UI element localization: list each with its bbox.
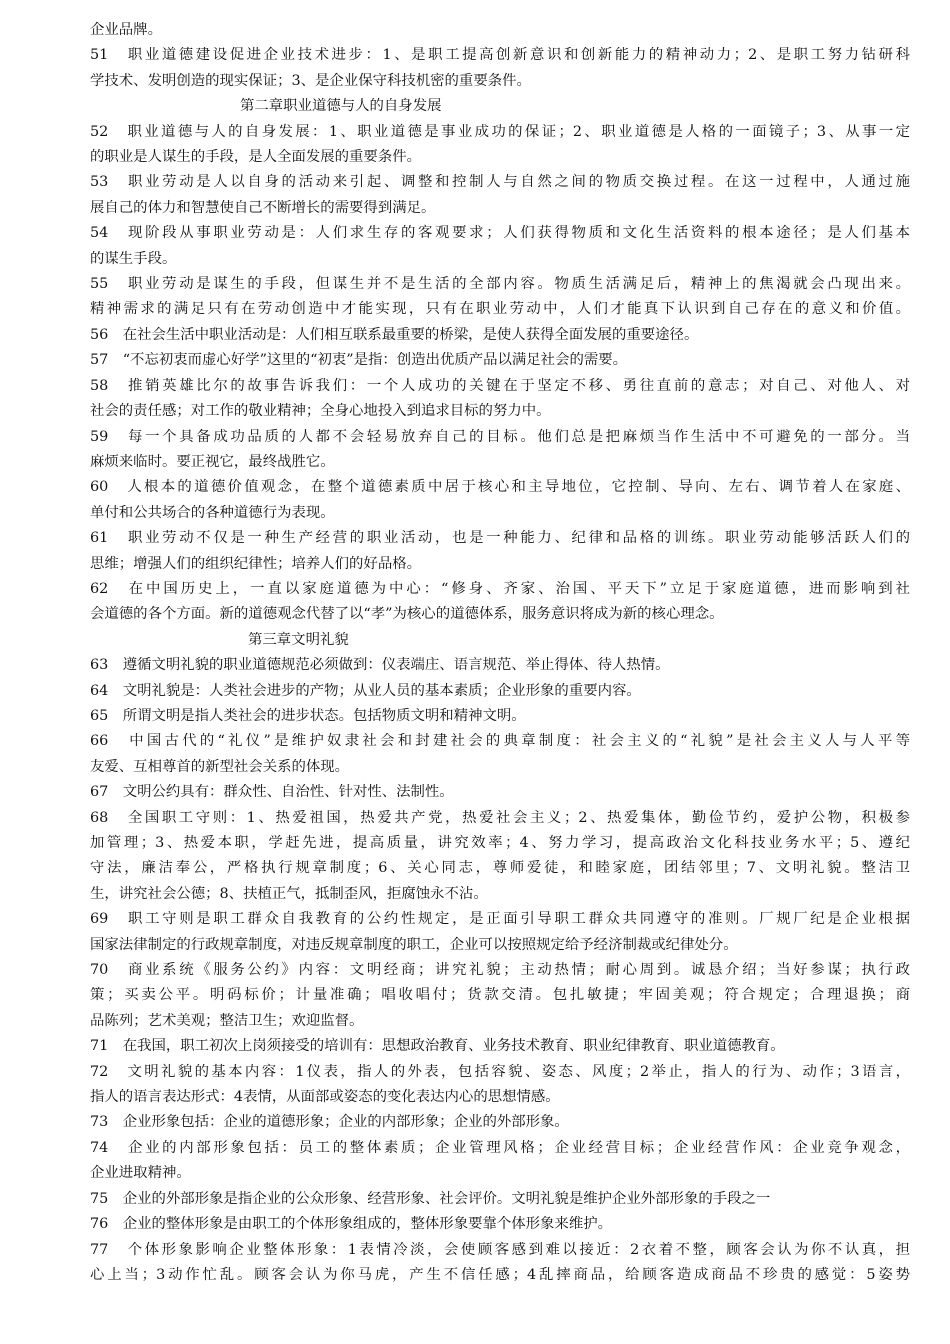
text-line: 67 文明公约具有：群众性、自治性、针对性、法制性。	[90, 784, 454, 801]
text-line: 66 中国古代的“礼仪”是维护奴隶社会和封建社会的典章制度：社会主义的“礼貌”是社会主义人与人平等	[90, 733, 910, 750]
text-line: 71 在我国，职工初次上岗须接受的培训有：思想政治教育、业务技术教育、职业纪律教育、职业道德教育。	[90, 1038, 785, 1055]
text-line: 策；买卖公平。明码标价；计量准确；唱收唱付；货款交清。包扎敏捷；牢固美观；符合规定；合理退换；商	[90, 987, 910, 1004]
text-line: 52 职业道德与人的自身发展：1、职业道德是事业成功的保证；2、职业道德是人格的一面镜子；3、从事一定	[90, 123, 910, 140]
text-line: 精神需求的满足只有在劳动创造中才能实现，只有在职业劳动中，人们才能真下认识到自己存在的意义和价值。	[90, 301, 910, 318]
text-line: 会道德的各个方面。新的道德观念代替了以“孝”为核心的道德体系，服务意识将成为新的核心理念。	[90, 606, 724, 623]
text-line: 生，讲究社会公德；8、扶植正气，抵制歪风，拒腐蚀永不沾。	[90, 885, 488, 902]
text-line: 展自己的体力和智慧使自己不断增长的需要得到满足。	[90, 199, 436, 216]
text-line: 企业品牌。	[90, 22, 162, 38]
text-line: 指人的语言表达形式：4表情，从面部或姿态的变化表达内心的思想情感。	[90, 1089, 560, 1106]
text-line: 57 “不忘初衷而虚心好学”这里的“初衷”是指：创造出优质产品以满足社会的需要。	[90, 352, 628, 369]
chapter-heading: 第二章职业道德与人的自身发展	[240, 98, 442, 115]
text-line: 68 全国职工守则：1、热爱祖国，热爱共产党，热爱社会主义；2、热爱集体，勤俭节约，爱护公物，积极参	[90, 809, 910, 826]
text-line: 思维；增强人们的组织纪律性；培养人们的好品格。	[90, 555, 421, 572]
text-line: 70 商业系统《服务公约》内容：文明经商；讲究礼貌；主动热情；耐心周到。诚恳介绍；当好参谋；执行政	[90, 962, 910, 979]
text-line: 品陈列；艺术美观；整洁卫生；欢迎监督。	[90, 1012, 364, 1029]
text-line: 55 职业劳动是谋生的手段，但谋生并不是生活的全部内容。物质生活满足后，精神上的焦渴就会凸现出来。	[90, 276, 910, 293]
text-line: 麻烦来临时。要正视它，最终战胜它。	[90, 453, 335, 470]
text-line: 的谋生手段。	[90, 250, 177, 267]
text-line: 59 每一个具备成功品质的人都不会轻易放弃自己的目标。他们总是把麻烦当作生活中不可避免的一部分。当	[90, 428, 910, 445]
text-line: 69 职工守则是职工群众自我教育的公约性规定，是正面引导职工群众共同遵守的准则。厂规厂纪是企业根据	[90, 911, 910, 928]
text-line: 62 在中国历史上，一直以家庭道德为中心：“修身、齐家、治国、平天下”立足于家庭道德，进而影响到社	[90, 580, 910, 597]
text-line: 学技术、发明创造的现实保证；3、是企业保守科技机密的重要条件。	[90, 72, 531, 89]
text-line: 54 现阶段从事职业劳动是：人们求生存的客观要求；人们获得物质和文化生活资料的根本途径；是人们基本	[90, 225, 910, 242]
text-line: 56 在社会生活中职业活动是：人们相互联系最重要的桥梁，是使人获得全面发展的重要途径。	[90, 326, 699, 343]
text-line: 74 企业的内部形象包括：员工的整体素质；企业管理风格；企业经营目标；企业经营作风：企业竞争观念，	[90, 1139, 910, 1156]
text-line: 国家法律制定的行政规章制度，对违反规章制度的职工，企业可以按照规定给予经济制裁或纪律处分。	[90, 936, 738, 953]
text-line: 61 职业劳动不仅是一种生产经营的职业活动，也是一种能力、纪律和品格的训练。职业劳动能够活跃人们的	[90, 530, 910, 547]
text-line: 友爱、互相尊首的新型社会关系的体现。	[90, 758, 350, 775]
text-line: 51 职业道德建设促进企业技术进步：1、是职工提高创新意识和创新能力的精神动力；2、是职工努力钻研科	[90, 47, 910, 64]
text-line: 73 企业形象包括：企业的道德形象；企业的内部形象；企业的外部形象。	[90, 1114, 569, 1131]
text-line: 加管理；3、热爱本职，学赶先进，提高质量，讲究效率；4、努力学习，提高政治文化科技业务水平；5、遵纪	[90, 835, 910, 851]
text-line: 53 职业劳动是人以自身的活动来引起、调整和控制人与自然之间的物质交换过程。在这一过程中，人通过施	[90, 174, 910, 191]
text-line: 守法，廉洁奉公，严格执行规章制度；6、关心同志，尊师爱徒，和睦家庭，团结邻里；7、文明礼貌。整洁卫	[90, 860, 910, 877]
text-line: 64 文明礼貌是：人类社会进步的产物；从业人员的基本素质；企业形象的重要内容。	[90, 682, 641, 699]
chapter-heading: 第三章文明礼貌	[248, 631, 349, 648]
text-line: 心上当；3动作忙乱。顾客会认为你马虎，产生不信任感；4乱摔商品，给顾客造成商品不珍贵的感觉：5姿势	[90, 1266, 910, 1283]
text-line: 65 所谓文明是指人类社会的进步状态。包括物质文明和精神文明。	[90, 707, 526, 724]
text-line: 63 遵循文明礼貌的职业道德规范必须做到：仪表端庄、语言规范、举止得体、待人热情。	[90, 657, 670, 674]
text-line: 58 推销英雄比尔的故事告诉我们：一个人成功的关键在于坚定不移、勇往直前的意志；对自己、对他人、对	[90, 377, 910, 394]
text-line: 企业进取精神。	[90, 1165, 191, 1182]
text-line: 77 个体形象影响企业整体形象：1表情冷淡，会使顾客感到难以接近：2衣着不整，顾客会认为你不认真，担	[90, 1241, 910, 1258]
text-line: 60 人根本的道德价值观念，在整个道德素质中居于核心和主导地位，它控制、导向、左右、调节着人在家庭、	[90, 479, 910, 496]
text-line: 的职业是人谋生的手段，是人全面发展的重要条件。	[90, 149, 421, 166]
text-line: 72 文明礼貌的基本内容：1仪表，指人的外表，包括容貌、姿态、风度；2举止，指人的行为、动作；3语言，	[90, 1063, 910, 1080]
text-line: 社会的责任感；对工作的敬业精神；全身心地投入到追求目标的努力中。	[90, 403, 551, 420]
text-line: 75 企业的外部形象是指企业的公众形象、经营形象、社会评价。文明礼貌是维护企业外部形象的手段之一	[90, 1190, 771, 1207]
text-line: 单付和公共场合的各种道德行为表现。	[90, 504, 335, 521]
text-line: 76 企业的整体形象是由职工的个体形象组成的，整体形象要靠个体形象来维护。	[90, 1216, 612, 1233]
